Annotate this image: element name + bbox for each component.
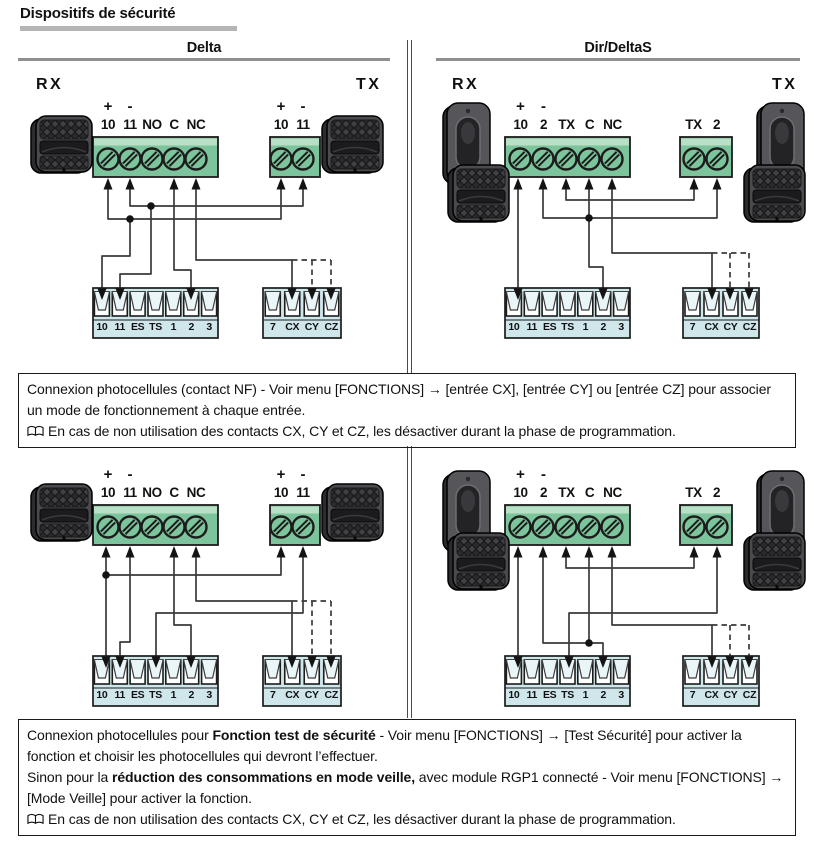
tx-photocell-delta [322, 484, 383, 541]
rx-photocell-delta [31, 484, 92, 541]
tx-terminal-block [680, 137, 732, 177]
tx-terminal-labels: TX 2 [685, 485, 721, 500]
note-text: Connexion photocellules pour Fonction test de sécurité - Voir menu [FONCTIONS] → [Test Sécurité] pour activer la fonction et choisir les photocellules qui devront l’effectuer. [27, 727, 742, 764]
rx-caption: RX [452, 76, 480, 93]
tx-terminal-block [270, 505, 320, 545]
column-separator-bottom [407, 446, 412, 718]
note-text: Connexion photocellules (contact NF) - Voir menu [FONCTIONS] → [entrée CX], [entrée CY] ou [entrée CZ] pour associer un mode de fonctionnement à chaque entrée. [27, 381, 771, 418]
dashed-optional-wires [292, 601, 331, 657]
note-box-photocells-nf [18, 373, 796, 448]
rx-terminal-block [505, 137, 630, 177]
title-underline [20, 26, 237, 31]
board-main-labels: 10 11 ES TS 1 2 3 [508, 689, 624, 701]
tx-terminal-block [680, 505, 732, 545]
polarity-labels: + - [103, 98, 133, 115]
rx-terminal-labels: 10 2 TX C NC [513, 117, 622, 132]
junction-dot [585, 214, 593, 222]
junction-dot [585, 639, 593, 647]
column-header-delta: Delta [186, 40, 222, 56]
open-book-icon [27, 425, 44, 438]
rx-terminal-labels: 10 2 TX C NC [513, 485, 622, 500]
rx-caption: RX [36, 76, 64, 93]
board-aux-labels: 7 CX CY CZ [269, 321, 338, 333]
board-aux-labels: 7 CX CY CZ [689, 321, 757, 333]
rx-terminal-block [505, 505, 630, 545]
wires-dir-standard [518, 189, 749, 289]
wires-delta-test [102, 557, 331, 657]
dashed-optional-wires [712, 625, 749, 657]
junction-dot [102, 571, 110, 579]
arrowheads [98, 178, 336, 300]
rx-terminal-block [93, 137, 218, 177]
rx-terminal-labels: 10 11 NO C NC [100, 485, 206, 500]
board-main-labels: 10 11 ES TS 1 2 3 [508, 321, 624, 333]
polarity-labels: + - [516, 98, 546, 115]
rx-photocell-deltas [448, 533, 509, 590]
tx-caption: TX [772, 76, 798, 93]
tx-photocell-deltas [744, 165, 805, 222]
delta-header-rule [18, 58, 390, 61]
polarity-labels: + - [276, 466, 306, 483]
tx-terminal-labels: TX 2 [685, 117, 721, 132]
tx-photocell-deltas [744, 533, 805, 590]
junction-dot [147, 202, 155, 210]
rx-terminal-block [93, 505, 218, 545]
polarity-labels: + - [103, 466, 133, 483]
tx-terminal-labels: 10 11 [273, 485, 310, 500]
arrowheads [102, 546, 336, 668]
polarity-labels: + - [276, 98, 306, 115]
board-main-labels: 10 11 ES TS 1 2 3 [96, 689, 212, 701]
polarity-labels: + - [516, 466, 546, 483]
column-header-dir-deltas: Dir/DeltaS [584, 40, 652, 56]
dashed-optional-wires [292, 260, 331, 289]
rx-terminal-labels: 10 11 NO C NC [100, 117, 206, 132]
board-main-labels: 10 11 ES TS 1 2 3 [96, 321, 212, 333]
diagram-dir-test [428, 438, 810, 738]
dashed-optional-wires [712, 253, 749, 289]
rx-photocell-deltas [448, 165, 509, 222]
tx-terminal-labels: 10 11 [273, 117, 310, 132]
note-text: Sinon pour la réduction des consommations en mode veille, avec module RGP1 connecté - Voir menu [FONCTIONS] → [Mode Veille] pour activer la fonction. [27, 769, 784, 806]
diagram-dir-standard [428, 70, 810, 370]
diagram-delta-standard [18, 70, 400, 370]
open-book-icon [27, 813, 44, 826]
column-separator-top [407, 40, 412, 373]
wires-delta-standard [102, 189, 331, 289]
tx-caption: TX [356, 76, 382, 93]
dir-header-rule [436, 58, 800, 61]
note-with-icon: En cas de non utilisation des contacts CX, CY et CZ, les désactiver durant la phase de programmation. [27, 421, 787, 442]
junction-dot [126, 215, 134, 223]
tx-photocell-delta [322, 116, 383, 173]
note-box-test-securite [18, 719, 796, 836]
diagram-delta-test [18, 438, 400, 738]
rx-photocell-delta [31, 116, 92, 173]
board-aux-labels: 7 CX CY CZ [269, 689, 338, 701]
wires-dir-test [518, 557, 749, 657]
board-aux-labels: 7 CX CY CZ [689, 689, 757, 701]
page-title: Dispositifs de sécurité [20, 5, 176, 22]
note-with-icon: En cas de non utilisation des contacts CX, CY et CZ, les désactiver durant la phase de programmation. [27, 809, 787, 830]
tx-terminal-block [270, 137, 320, 177]
